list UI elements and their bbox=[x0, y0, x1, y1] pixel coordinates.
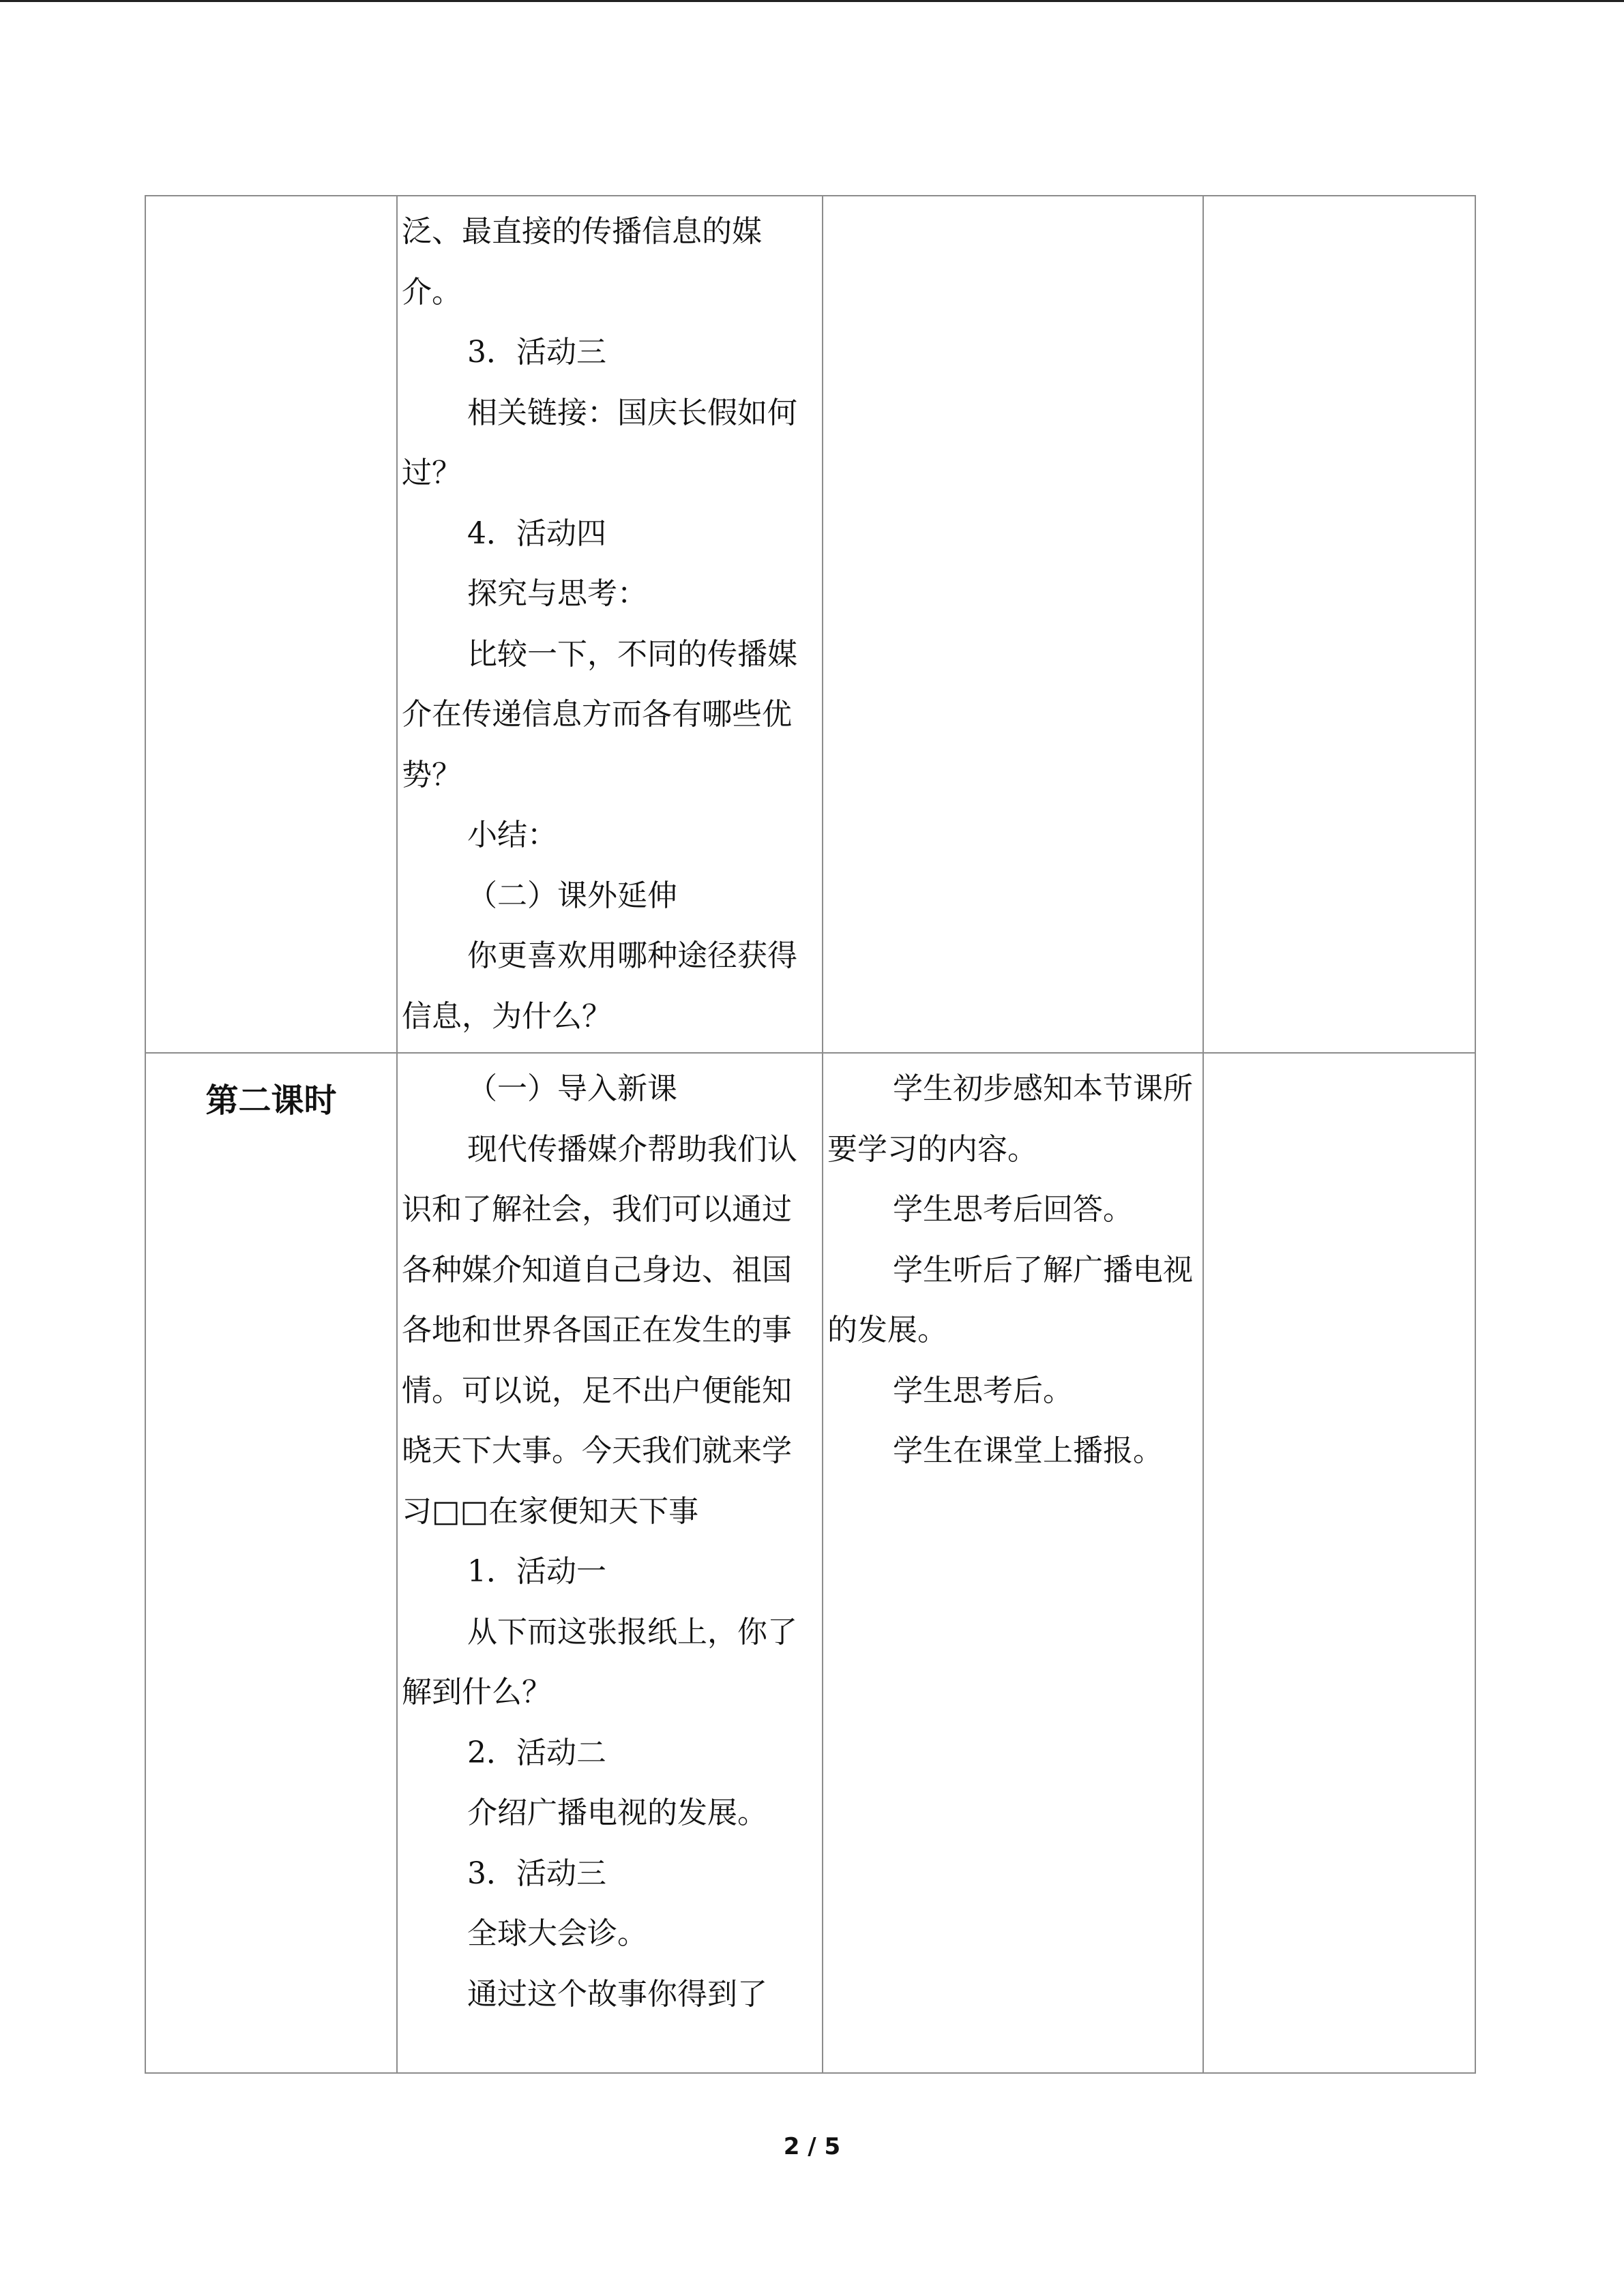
notes-cell bbox=[1203, 1053, 1475, 2073]
paragraph: 你更喜欢用哪种途径获得信息，为什么？ bbox=[402, 938, 797, 1034]
student-activity-cell bbox=[823, 196, 1203, 1053]
paragraph: 学生初步感知本节课所要学习的内容。 bbox=[827, 1071, 1193, 1167]
paragraph: 小结： bbox=[467, 818, 557, 852]
notes-cell bbox=[1203, 196, 1475, 1053]
paragraph: 泛、最直接的传播信息的媒介。 bbox=[402, 214, 762, 310]
paragraph: 现代传播媒介帮助我们认识和了解社会，我们可以通过各种媒介知道自己身边、祖国各地和世界各国正在发生的事情。可以说，足不出户便能知晓天下大事。今天我们就来学习□□在家便知天下事 bbox=[402, 1131, 797, 1529]
paragraph: 从下而这张报纸上，你了解到什么？ bbox=[402, 1614, 797, 1710]
paragraph: 通过这个故事你得到了 bbox=[467, 1976, 767, 2012]
paragraph: 学生在课堂上播报。 bbox=[893, 1433, 1163, 1468]
table-row bbox=[145, 196, 1475, 1053]
period-title bbox=[146, 196, 396, 217]
paragraph: 学生思考后。 bbox=[893, 1373, 1073, 1408]
period-cell bbox=[145, 196, 397, 1053]
notes-text bbox=[1204, 1054, 1475, 1064]
paragraph: 3．活动三 bbox=[467, 335, 606, 370]
paragraph: 介绍广播电视的发展。 bbox=[467, 1795, 767, 1830]
paragraph: 1．活动一 bbox=[467, 1554, 606, 1589]
teacher-activity-cell bbox=[397, 1053, 823, 2073]
student-activity-text bbox=[823, 196, 1202, 207]
top-border-line bbox=[0, 0, 1624, 2]
paragraph: 学生听后了解广播电视的发展。 bbox=[827, 1252, 1193, 1347]
table-row bbox=[145, 1053, 1475, 2073]
paragraph: 2．活动二 bbox=[467, 1735, 606, 1770]
paragraph: 4．活动四 bbox=[467, 516, 606, 551]
paragraph: 相关链接：国庆长假如何过？ bbox=[402, 395, 797, 490]
paragraph: （一）导入新课 bbox=[467, 1071, 677, 1106]
paragraph: 探究与思考： bbox=[467, 576, 647, 611]
teacher-activity-text bbox=[398, 196, 822, 1052]
student-activity-cell bbox=[823, 1053, 1203, 2073]
period-title: 第二课时 bbox=[205, 1082, 337, 1120]
notes-text bbox=[1204, 196, 1475, 207]
student-activity-text bbox=[823, 1054, 1202, 1487]
teacher-activity-cell bbox=[397, 196, 823, 1053]
paragraph: 全球大会诊。 bbox=[467, 1916, 647, 1951]
lesson-plan-table bbox=[145, 195, 1476, 2074]
paragraph: 3．活动三 bbox=[467, 1855, 606, 1891]
paragraph: 学生思考后回答。 bbox=[893, 1192, 1133, 1227]
paragraph: 比较一下，不同的传播媒介在传递信息方而各有哪些优势？ bbox=[402, 636, 797, 792]
teacher-activity-text bbox=[398, 1054, 822, 2030]
page-number: 2 / 5 bbox=[783, 2133, 841, 2160]
paragraph: （二）课外延伸 bbox=[467, 878, 677, 913]
period-cell bbox=[145, 1053, 397, 2073]
